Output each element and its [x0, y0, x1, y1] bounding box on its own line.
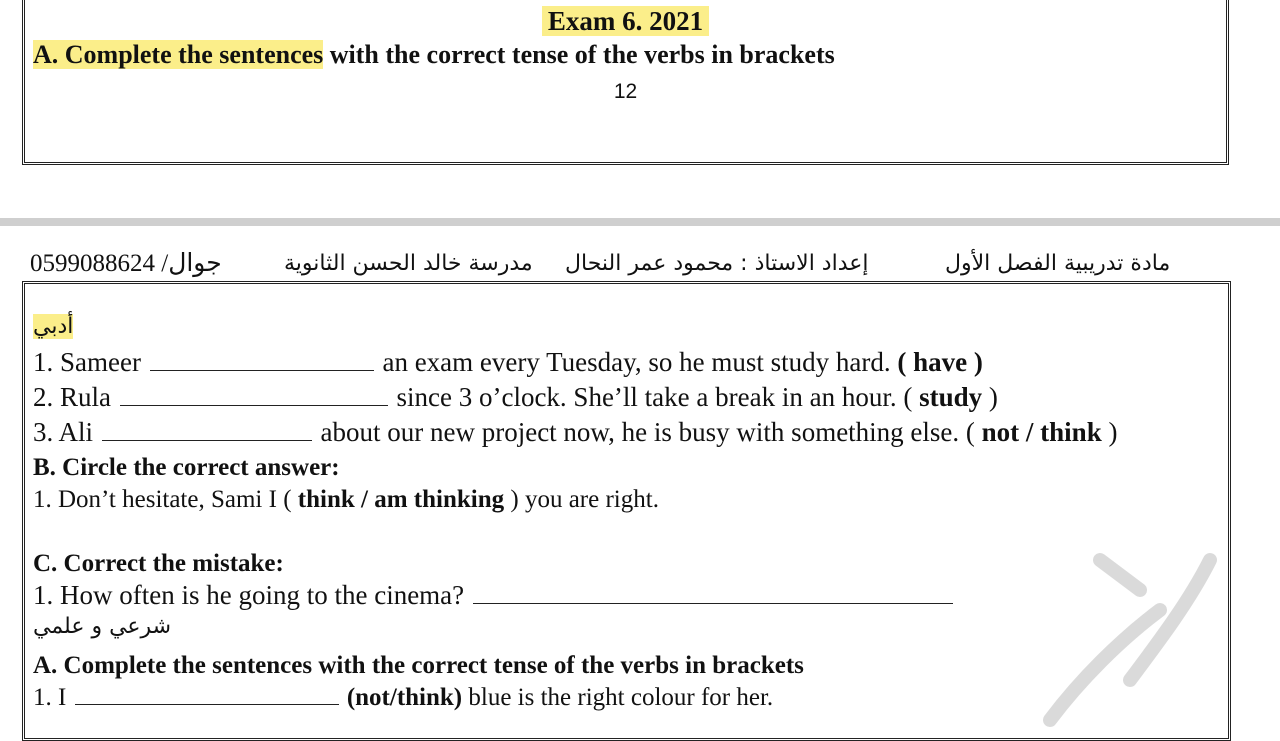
- option-am-thinking[interactable]: am thinking: [374, 486, 505, 513]
- section-a-heading: [33, 38, 835, 72]
- question-item-3: 3. Ali about our new project now, he is busy with something else. ( not / think ): [33, 417, 1118, 447]
- answer-blank[interactable]: [150, 348, 374, 371]
- page-header: [30, 244, 1210, 284]
- teacher-name: إعداد الاستاذ : محمود عمر النحال: [565, 251, 869, 276]
- page-separator: [0, 218, 1280, 226]
- circle-item-1: 1. Don’t hesitate, Sami I ( think / am thinking ) you are right.: [33, 486, 659, 513]
- exam-title: Exam 6. 2021: [25, 5, 1226, 37]
- section-a2-heading: A. Complete the sentences with the correct tense of the verbs in brackets: [33, 652, 804, 679]
- section-c-heading: C. Correct the mistake:: [33, 550, 284, 577]
- science-tag: شرعي و علمي: [33, 614, 172, 639]
- watermark-logo: [1010, 520, 1250, 740]
- science-item-1: 1. I (not/think) blue is the right colour for her.: [33, 684, 774, 711]
- heading-highlight: A. Complete the sentences: [33, 40, 324, 69]
- answer-blank[interactable]: [102, 418, 312, 441]
- question-item-1: 1. Sameer an exam every Tuesday, so he must study hard. ( have ): [33, 347, 983, 377]
- answer-blank[interactable]: [120, 383, 388, 406]
- teacher-phone: جوال/ 0599088624: [30, 250, 222, 277]
- section-b-heading: B. Circle the correct answer:: [33, 454, 340, 481]
- option-think[interactable]: think: [297, 486, 355, 513]
- subject-title: مادة تدريبية الفصل الأول: [945, 251, 1171, 276]
- answer-blank[interactable]: [75, 682, 339, 705]
- literary-tag: أدبي: [33, 314, 74, 339]
- heading-rest: with the correct tense of the verbs in brackets: [323, 40, 835, 69]
- school-name: مدرسة خالد الحسن الثانوية: [284, 251, 533, 276]
- question-item-2: 2. Rula since 3 o’clock. She’ll take a break in an hour. ( study ): [33, 382, 998, 412]
- exam-page-top: [22, 0, 1229, 165]
- correction-item-1: 1. How often is he going to the cinema?: [33, 578, 955, 612]
- page-number: 12: [613, 80, 638, 103]
- answer-blank[interactable]: [473, 581, 953, 604]
